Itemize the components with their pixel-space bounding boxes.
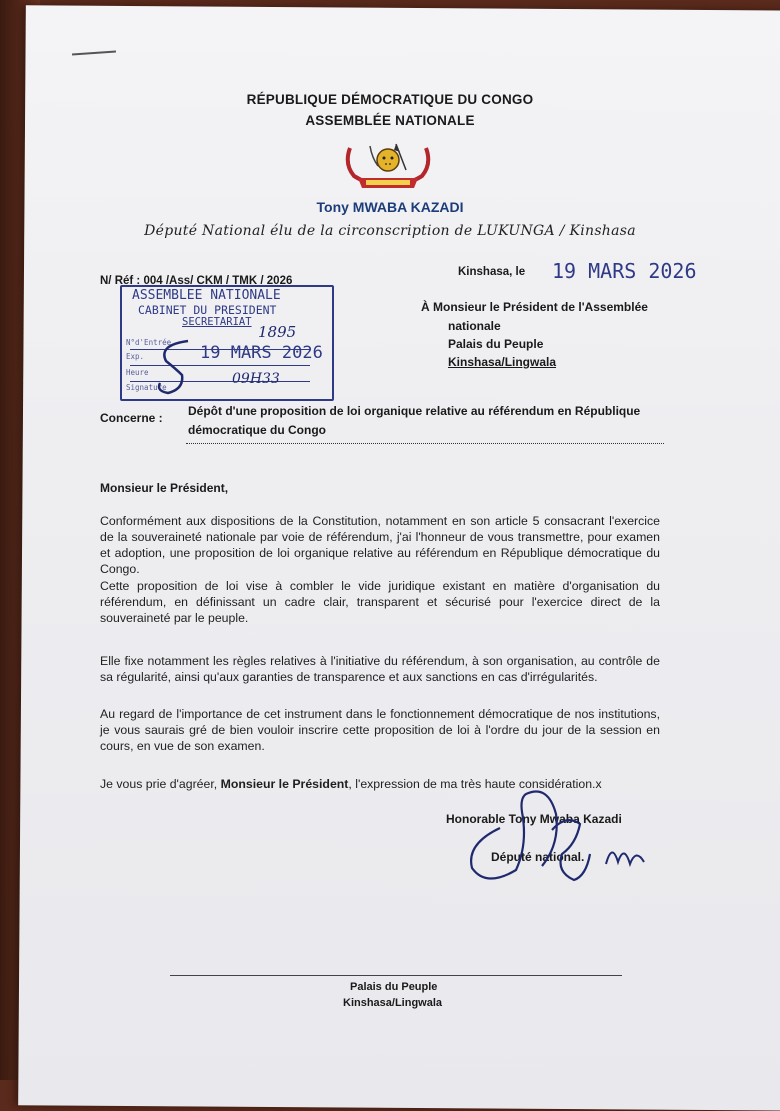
stamp-line-cabinet: CABINET DU PRESIDENT (138, 303, 277, 317)
reference-number: N/ Réf : 004 /Ass/ CKM / TMK / 2026 (100, 275, 293, 287)
recipient-line-3: Palais du Peuple (448, 337, 544, 351)
footer-line-1: Palais du Peuple (350, 981, 438, 993)
subject-underline (186, 443, 664, 444)
deputy-name: Tony MWABA KAZADI (316, 199, 464, 215)
subject-label: Concerne : (100, 411, 163, 425)
subject-line-2: démocratique du Congo (188, 423, 326, 437)
reception-stamp (120, 285, 334, 401)
recipient-line-4: Kinshasa/Lingwala (448, 355, 557, 369)
paragraph-1: Conformément aux dispositions de la Constitution, notamment en son article 5 consacrant l'exercice de la souveraineté nationale par voie de référendum, j'ai l'honneur de vous transmettre, pour examen et adoption, une proposition de loi organique relative au référendum en République démocratique du Congo. (100, 514, 660, 576)
closing-bold: Monsieur le Président (220, 777, 349, 791)
subject-line-1: Dépôt d'une proposition de loi organique relative au référendum en République (188, 404, 641, 418)
recipient-line-1: À Monsieur le Président de l'Assemblée (421, 300, 648, 314)
coat-of-arms-icon (340, 140, 436, 192)
stamp-line-assembly: ASSEMBLEE NATIONALE (132, 288, 281, 303)
paragraph-2: Cette proposition de loi vise à combler le vide juridique existant en matière d'organisation du référendum, en définissant un cadre clair, transparent et sécurisé pour l'exercice direct de la souveraineté par le peuple. (100, 579, 660, 625)
salutation: Monsieur le Président, (100, 481, 229, 495)
stamp-date: 19 MARS 2026 (200, 343, 323, 363)
assembly-heading: ASSEMBLÉE NATIONALE (305, 113, 475, 128)
stamp-entry-number: 1895 (258, 323, 297, 341)
footer-line-2: Kinshasa/Lingwala (343, 997, 443, 1009)
place-label: Kinshasa, le (458, 266, 526, 278)
closing-after: , l'expression de ma très haute considération.x (348, 777, 602, 791)
stamp-field-exp: Exp. (126, 352, 145, 361)
date-stamp: 19 MARS 2026 (552, 259, 697, 283)
closing-before: Je vous prie d'agréer, (100, 777, 218, 791)
paragraph-4: Au regard de l'importance de cet instrument dans le fonctionnement démocratique de nos institutions, je vous saurais gré de bien vouloir inscrire cette proposition de loi à l'ordre du jour de la session en cours, en vue de son examen. (100, 707, 660, 753)
signatory-name: Honorable Tony Mwaba Kazadi (446, 812, 622, 826)
stamp-field-entry: N°d'Entrée (126, 338, 172, 347)
stamp-initial-scribble-icon (148, 335, 208, 399)
recipient-line-2: nationale (448, 319, 501, 333)
signatory-title: Député national. (491, 850, 585, 864)
stamp-field-signature: Signature (126, 383, 167, 392)
stamp-hour: 09H33 (232, 371, 280, 387)
deputy-title: Député National élu de la circonscription de LUKUNGA / Kinshasa (144, 223, 636, 239)
stamp-field-hour: Heure (126, 368, 149, 377)
footer-rule (170, 975, 622, 976)
country-heading: RÉPUBLIQUE DÉMOCRATIQUE DU CONGO (246, 92, 534, 107)
handwritten-signature-icon (456, 784, 666, 894)
stamp-line-secretariat: SECRETARIAT (182, 316, 252, 328)
paragraph-3: Elle fixe notamment les règles relatives à l'initiative du référendum, à son organisation, au contrôle de sa régularité, ainsi qu'aux garanties de transparence et aux sanctions en cas d'irrégularités. (100, 654, 660, 684)
